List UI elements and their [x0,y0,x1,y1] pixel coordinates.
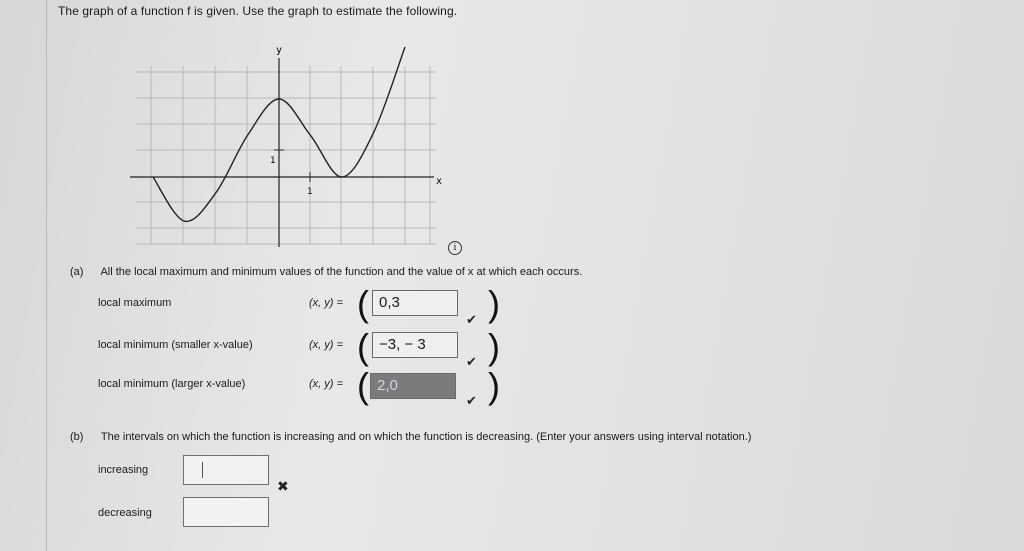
incorrect-cross-icon: ✖ [277,478,289,494]
open-paren: ( [357,326,369,367]
xy-equals-label: (x, y) = [309,378,343,390]
local-maximum-label: local maximum [98,297,172,309]
close-paren: ) [488,365,500,406]
increasing-label: increasing [98,464,149,476]
part-b-instruction: The intervals on which the function is increasing and on which the function is decreasing. (Enter your answers using interval notation.) [100,431,752,443]
correct-check-icon: ✔ [466,312,477,327]
decreasing-label: decreasing [98,507,152,519]
open-paren: ( [357,283,369,324]
graph-svg [122,40,462,255]
text-caret [202,462,203,478]
open-paren: ( [357,365,369,406]
x-axis-label: x [436,176,443,187]
y-tick-label: 1 [270,156,276,166]
correct-check-icon: ✔ [466,393,477,408]
y-axis-label: y [276,45,283,56]
local-minimum-smaller-label: local minimum (smaller x-value) [98,339,253,351]
local-minimum-larger-label: local minimum (larger x-value) [98,378,246,390]
part-a-letter: (a) [70,266,84,278]
correct-check-icon: ✔ [466,354,477,369]
part-b-letter: (b) [70,431,84,443]
part-b-heading [70,431,751,443]
local-minimum-larger-input[interactable]: 2,0 [370,373,456,399]
decreasing-input[interactable] [183,497,269,527]
close-paren: ) [488,283,500,324]
part-a-heading [70,266,582,278]
part-a-instruction: All the local maximum and minimum values of the function and the value of x at which each occurs. [100,266,583,278]
xy-equals-label: (x, y) = [309,339,343,351]
xy-equals-label: (x, y) = [309,297,343,309]
left-margin-rule [46,0,47,551]
close-paren: ) [488,326,500,367]
local-maximum-input[interactable]: 0,3 [372,290,458,316]
increasing-input[interactable] [183,455,269,485]
grid-lines [136,66,436,245]
local-minimum-smaller-input[interactable]: −3, − 3 [372,332,458,358]
x-tick-label: 1 [307,187,313,197]
function-graph [122,40,462,255]
info-icon[interactable]: i [448,241,462,255]
question-prompt: The graph of a function f is given. Use the graph to estimate the following. [58,4,458,18]
